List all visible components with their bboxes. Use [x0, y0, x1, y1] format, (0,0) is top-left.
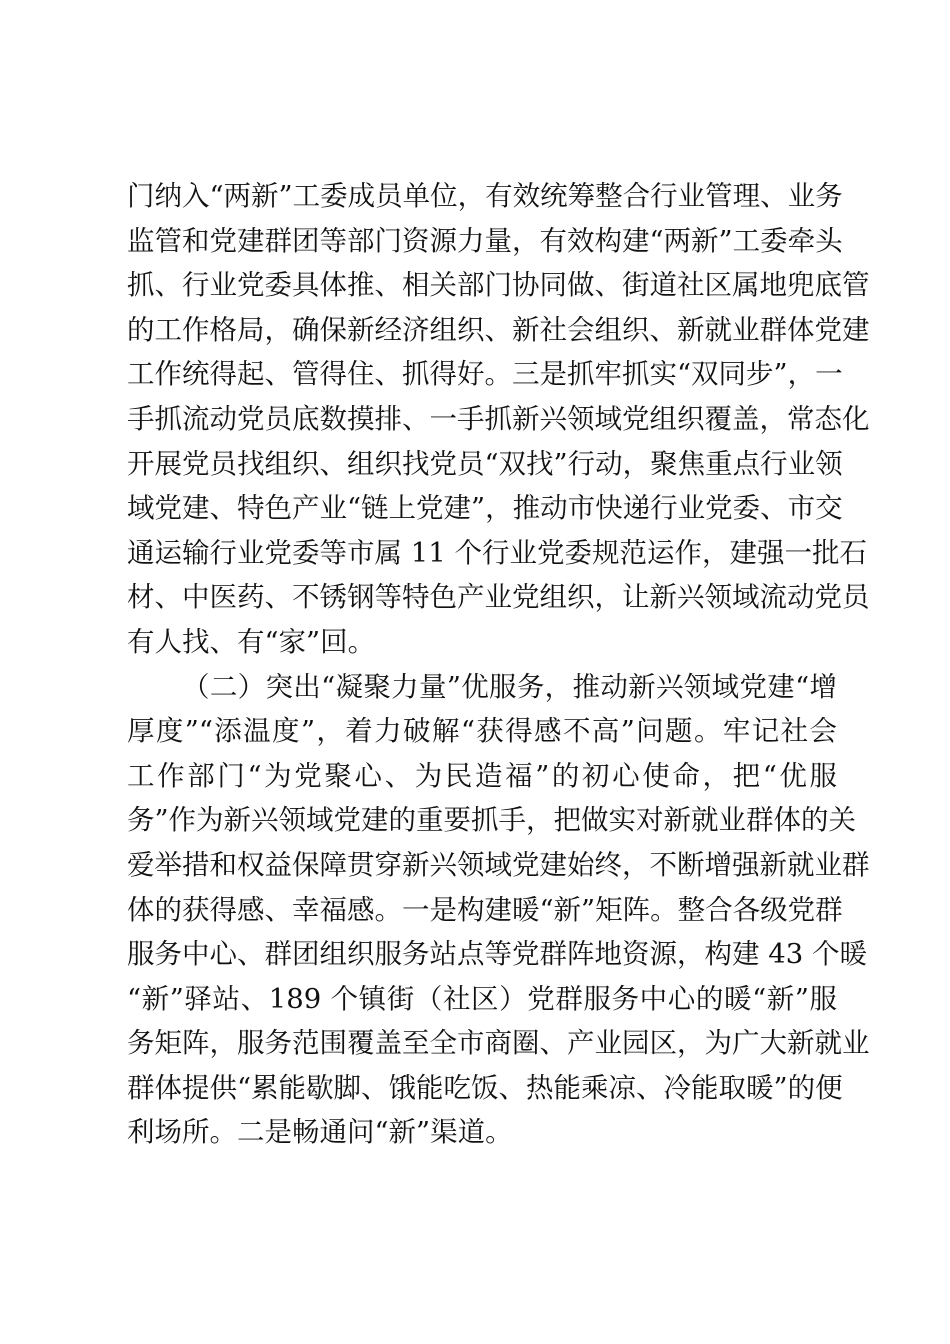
text-line: 通运输行业党委等市属 11 个行业党委规范运作，建强一批石 — [127, 536, 867, 569]
text-line: 务矩阵，服务范围覆盖至全市商圈、产业园区，为广大新就业 — [127, 1027, 870, 1060]
body-text — [127, 174, 870, 1155]
text-line: 材、中医药、不锈钢等特色产业党组织，让新兴领域流动党员 — [127, 581, 870, 614]
text-line: “新”驿站、189 个镇街（社区）党群服务中心的暖“新”服 — [127, 982, 837, 1015]
text-line: 爱举措和权益保障贯穿新兴领域党建始终，不断增强新就业群 — [127, 848, 870, 881]
text-line: 门纳入“两新”工委成员单位，有效统筹整合行业管理、业务 — [127, 180, 843, 212]
text-line-last: 有人找、有“家”回。 — [127, 625, 376, 658]
text-line: 监管和党建群团等部门资源力量，有效构建“两新”工委牵头 — [127, 224, 843, 257]
text-line: 服务中心、群团组织服务站点等党群阵地资源，构建 43 个暖 — [127, 938, 867, 971]
text-line: 工作部门“为党聚心、为民造福”的初心使命，把“优服 — [127, 759, 837, 792]
text-line: 手抓流动党员底数摸排、一手抓新兴领域党组织覆盖，常态化 — [127, 402, 870, 435]
text-line: 开展党员找组织、组织找党员“双找”行动，聚焦重点行业领 — [127, 447, 843, 480]
text-line: 抓、行业党委具体推、相关部门协同做、街道社区属地兜底管 — [127, 269, 870, 302]
paragraph-1 — [127, 174, 870, 665]
text-line: 域党建、特色产业“链上党建”，推动市快递行业党委、市交 — [127, 492, 843, 525]
text-line-last: 利场所。二是畅通问“新”渠道。 — [127, 1116, 513, 1149]
paragraph-2 — [127, 665, 870, 1156]
text-line: 厚度”“添温度”，着力破解“获得感不高”问题。牢记社会 — [127, 715, 837, 748]
text-line: 务”作为新兴领域党建的重要抓手，把做实对新就业群体的关 — [127, 804, 857, 837]
text-line: 群体提供“累能歇脚、饿能吃饭、热能乘凉、冷能取暖”的便 — [127, 1071, 843, 1104]
text-line: 体的获得感、幸福感。一是构建暖“新”矩阵。整合各级党群 — [127, 893, 843, 926]
text-line: 的工作格局，确保新经济组织、新社会组织、新就业群体党建 — [127, 313, 870, 346]
section-heading-line: （二）突出“凝聚力量”优服务，推动新兴领域党建“增 — [182, 670, 837, 703]
text-line: 工作统得起、管得住、抓得好。三是抓牢抓实“双同步”，一 — [127, 358, 843, 391]
